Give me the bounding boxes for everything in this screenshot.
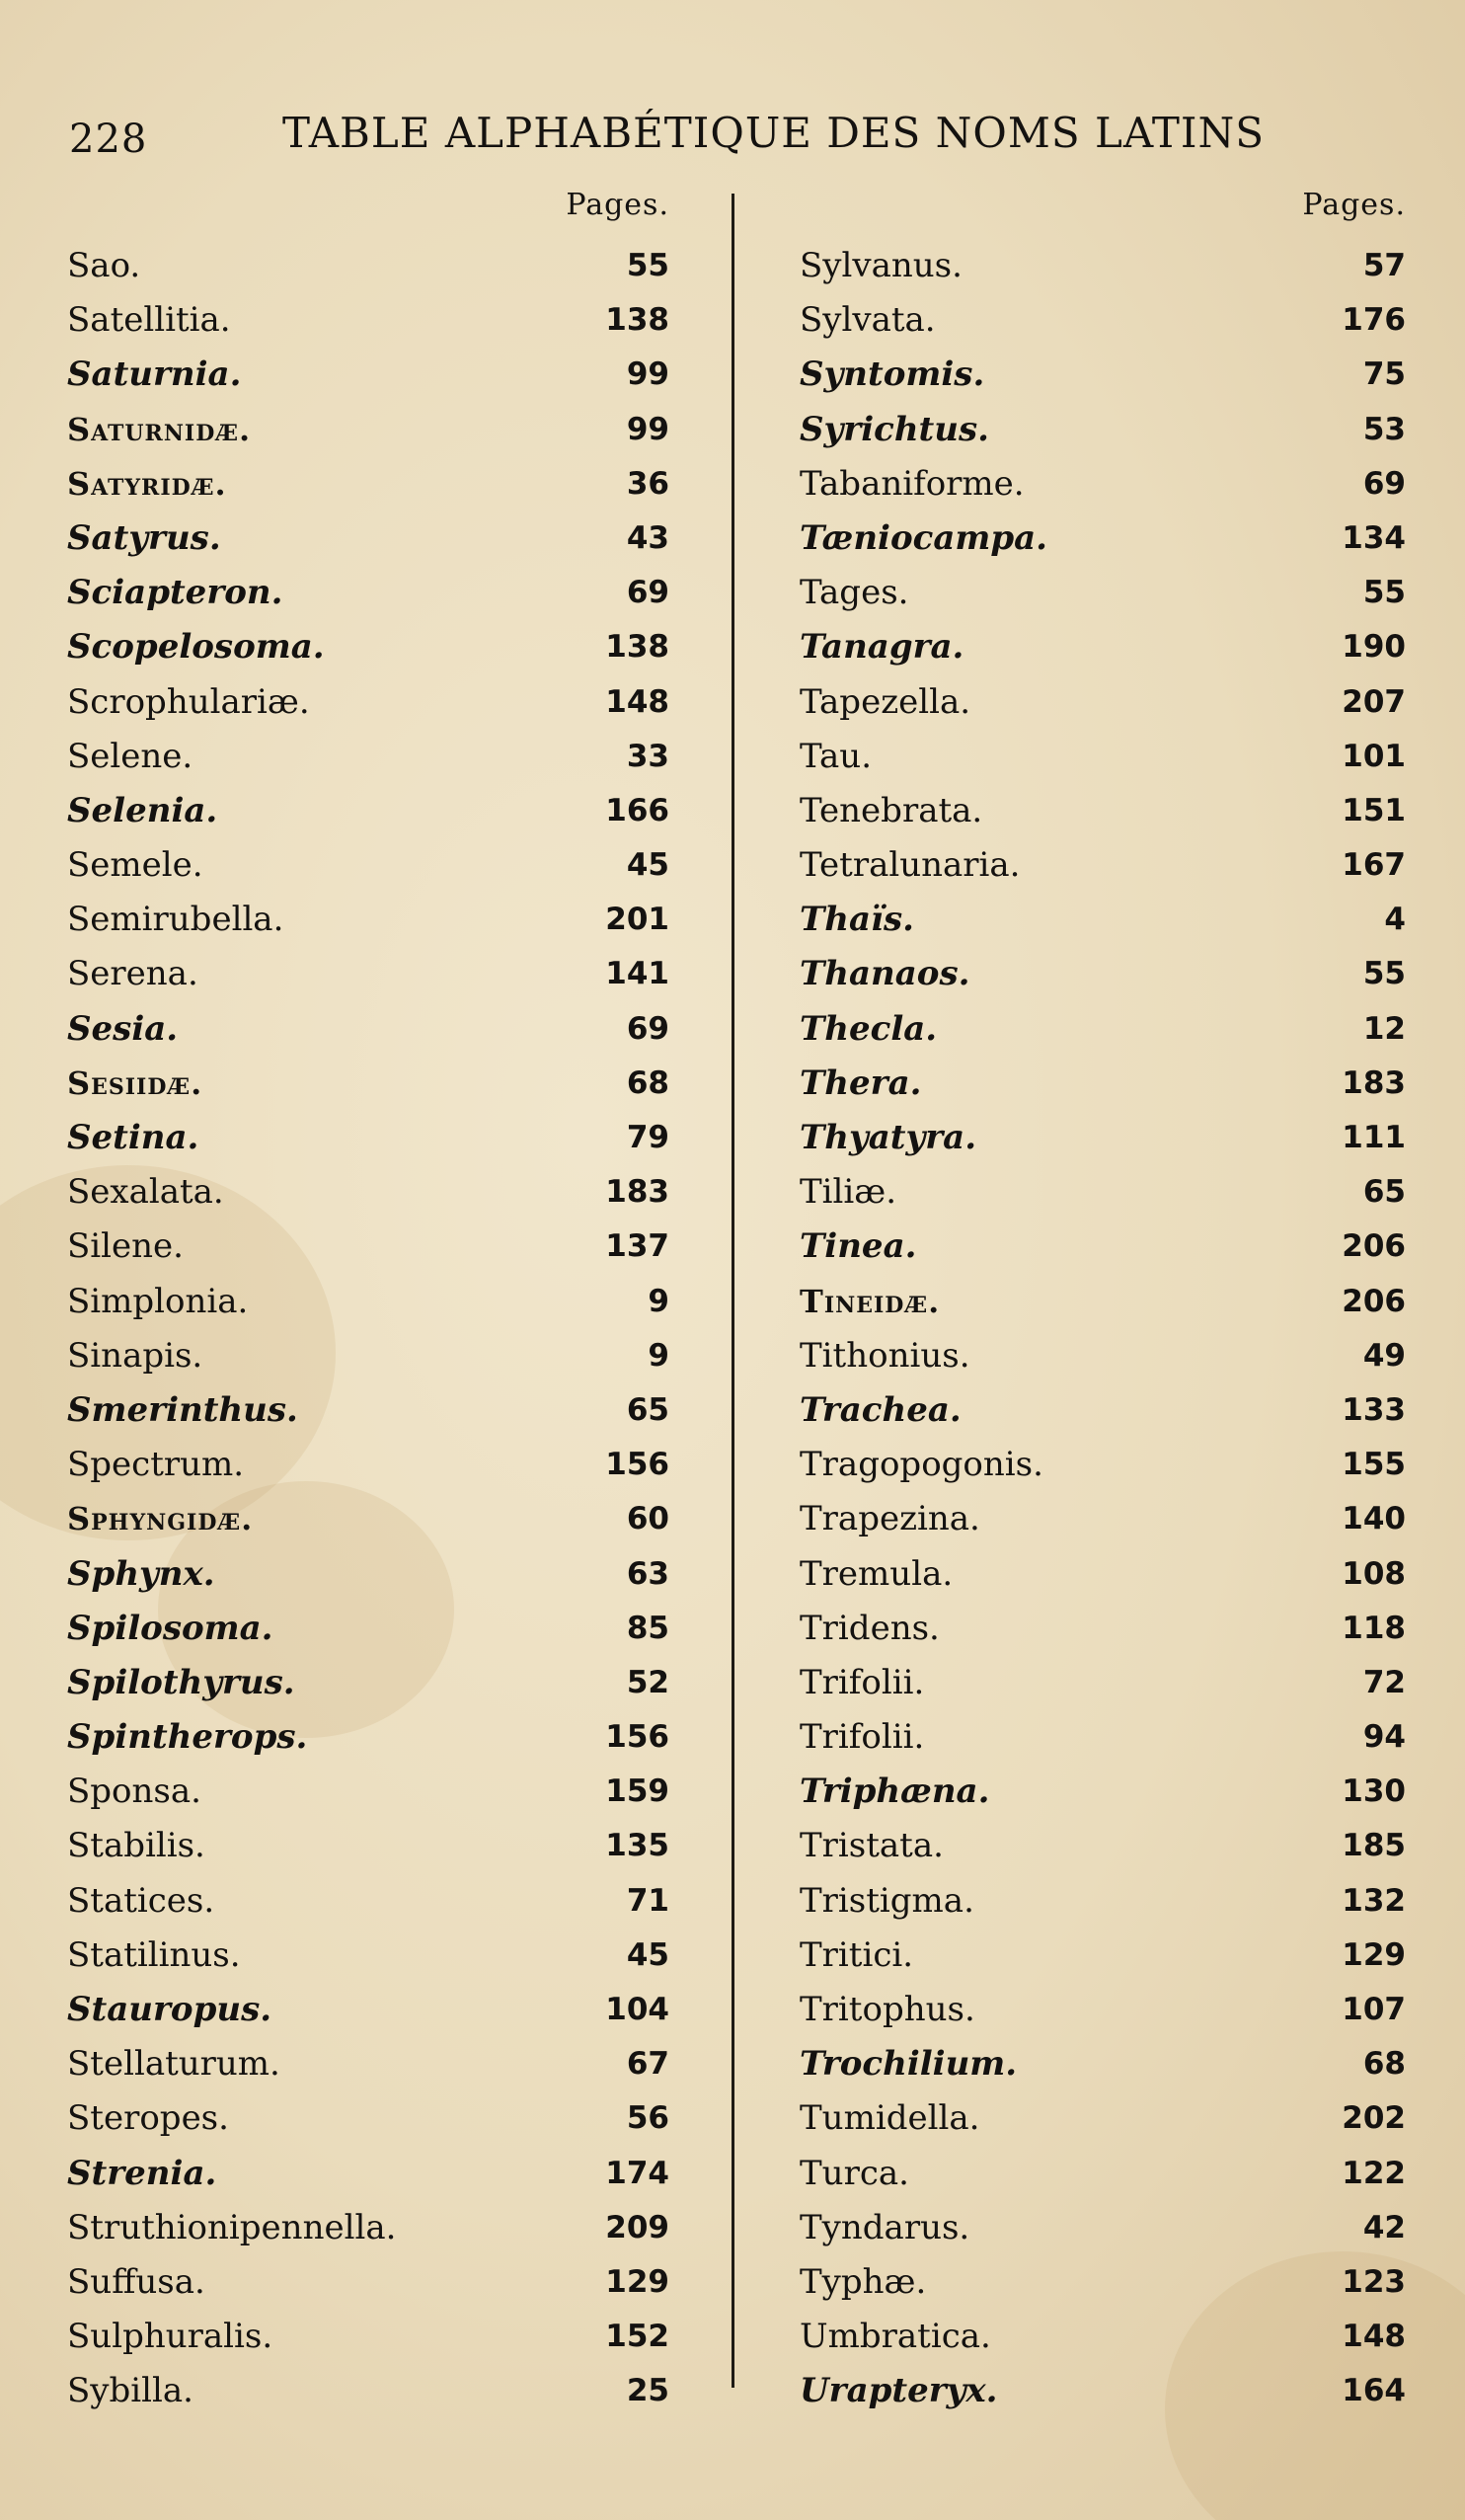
entry-page-number: 79	[626, 1120, 669, 1155]
index-entry	[67, 1383, 669, 1438]
entry-name: Satyridæ.	[67, 464, 227, 503]
entry-page-number: 60	[626, 1501, 669, 1537]
entry-page-number: 45	[626, 1936, 669, 1973]
entry-name: Tiliæ.	[800, 1172, 897, 1213]
entry-name: Tyndarus.	[800, 2207, 970, 2247]
entry-name: Satellitia.	[67, 300, 231, 341]
index-entry	[67, 1220, 669, 1274]
entry-page-number: 68	[1362, 2046, 1406, 2083]
entry-page-number: 56	[626, 2100, 669, 2137]
entry-list	[67, 239, 669, 2419]
index-entry	[67, 566, 669, 620]
index-entry	[800, 2310, 1406, 2364]
entry-name: Satyrus.	[67, 517, 221, 558]
entry-page-number: 9	[648, 1283, 669, 1319]
entry-name: Tragopogonis.	[800, 1445, 1043, 1485]
entry-page-number: 138	[605, 629, 669, 666]
entry-name: Saturnidæ.	[67, 410, 252, 448]
column-divider	[732, 194, 734, 2388]
index-entry	[67, 1329, 669, 1383]
entry-page-number: 63	[626, 1555, 669, 1592]
index-entry	[67, 947, 669, 1001]
entry-name: Serena.	[67, 954, 198, 994]
index-entry	[67, 512, 669, 566]
index-entry	[67, 620, 669, 674]
entry-name: Sulphuralis.	[67, 2317, 273, 2357]
index-entry	[800, 620, 1406, 674]
entry-name: Trachea.	[800, 1389, 962, 1430]
entry-page-number: 85	[626, 1610, 669, 1646]
entry-name: Trifolii.	[800, 1662, 925, 1702]
entry-name: Tithonius.	[800, 1335, 970, 1376]
entry-page-number: 201	[605, 902, 669, 938]
index-entry	[800, 2037, 1406, 2091]
index-entry	[67, 1275, 669, 1329]
index-entry	[67, 1929, 669, 1983]
entry-page-number: 123	[1342, 2263, 1406, 2300]
entry-name: Sphynx.	[67, 1553, 215, 1594]
index-entry	[800, 1929, 1406, 1983]
running-title: TABLE ALPHABÉTIQUE DES NOMS LATINS	[282, 109, 1266, 157]
entry-name: Thera.	[800, 1063, 922, 1103]
entry-name: Tetralunaria.	[800, 845, 1021, 886]
index-entry	[800, 947, 1406, 1001]
entry-page-number: 69	[626, 1010, 669, 1047]
entry-page-number: 118	[1342, 1610, 1406, 1646]
index-entry	[800, 1002, 1406, 1057]
entry-page-number: 164	[1342, 2373, 1406, 2409]
entry-name: Tumidella.	[800, 2098, 980, 2139]
index-entry	[67, 1874, 669, 1929]
entry-name: Typhæ.	[800, 2261, 927, 2302]
index-entry	[67, 838, 669, 893]
entry-page-number: 155	[1342, 1447, 1406, 1483]
entry-page-number: 122	[1342, 2155, 1406, 2191]
index-entry	[67, 893, 669, 947]
index-entry	[67, 1602, 669, 1656]
entry-name: Trifolii.	[800, 1717, 925, 1758]
index-entry	[800, 1057, 1406, 1111]
entry-name: Tristigma.	[800, 1880, 974, 1921]
entry-page-number: 202	[1342, 2100, 1406, 2137]
entry-name: Spintherops.	[67, 1717, 308, 1758]
index-entry	[67, 1656, 669, 1710]
entry-name: Tritophus.	[800, 1990, 975, 2029]
index-entry	[67, 348, 669, 402]
entry-page-number: 132	[1342, 1882, 1406, 1919]
entry-page-number: 4	[1384, 902, 1406, 938]
entry-name: Setina.	[67, 1118, 199, 1157]
entry-page-number: 183	[1342, 1064, 1406, 1101]
entry-page-number: 104	[605, 1992, 669, 2027]
index-entry	[67, 2255, 669, 2310]
entry-page-number: 137	[605, 1228, 669, 1265]
index-entry	[800, 838, 1406, 893]
entry-name: Scopelosoma.	[67, 627, 325, 668]
index-entry	[800, 1165, 1406, 1220]
entry-name: Syrichtus.	[800, 409, 989, 449]
entry-page-number: 65	[1362, 1174, 1406, 1211]
entry-name: Spilosoma.	[67, 1608, 273, 1648]
entry-page-number: 129	[1342, 1936, 1406, 1973]
page-number: 228	[69, 117, 148, 162]
index-entry	[67, 1710, 669, 1765]
entry-page-number: 69	[626, 575, 669, 611]
index-entry	[67, 457, 669, 512]
entry-name: Stellaturum.	[67, 2044, 280, 2085]
entry-name: Tridens.	[800, 1608, 940, 1648]
entry-name: Tineidæ.	[800, 1282, 941, 1320]
index-entry	[800, 1275, 1406, 1329]
entry-page-number: 183	[605, 1174, 669, 1211]
entry-page-number: 9	[648, 1337, 669, 1374]
index-entry	[67, 2091, 669, 2146]
index-entry	[800, 784, 1406, 838]
index-entry	[800, 1819, 1406, 1873]
entry-page-number: 12	[1362, 1010, 1406, 1047]
index-entry	[800, 1656, 1406, 1710]
entry-page-number: 134	[1342, 519, 1406, 556]
index-entry	[800, 1383, 1406, 1438]
index-entry	[67, 2310, 669, 2364]
entry-name: Sesiidæ.	[67, 1063, 203, 1102]
entry-page-number: 55	[626, 248, 669, 283]
index-entry	[67, 1983, 669, 2037]
entry-name: Tinea.	[800, 1226, 917, 1267]
entry-name: Thanaos.	[800, 954, 970, 994]
index-entry	[67, 1819, 669, 1873]
entry-name: Sponsa.	[67, 1772, 201, 1812]
entry-page-number: 75	[1362, 356, 1406, 393]
index-entry	[800, 1983, 1406, 2037]
entry-name: Steropes.	[67, 2098, 229, 2139]
entry-name: Spectrum.	[67, 1445, 245, 1485]
entry-name: Sao.	[67, 246, 141, 285]
index-entry	[67, 2201, 669, 2255]
entry-page-number: 129	[605, 2263, 669, 2300]
entry-name: Umbratica.	[800, 2317, 991, 2357]
entry-name: Sexalata.	[67, 1172, 224, 1213]
entry-page-number: 52	[626, 1664, 669, 1700]
entry-page-number: 167	[1342, 847, 1406, 884]
entry-page-number: 25	[626, 2373, 669, 2409]
entry-page-number: 101	[1342, 738, 1406, 774]
entry-page-number: 130	[1342, 1773, 1406, 1810]
index-entry	[67, 2147, 669, 2201]
index-entry	[800, 1438, 1406, 1492]
index-entry	[67, 403, 669, 457]
entry-name: Selenia.	[67, 790, 218, 830]
entry-page-number: 42	[1362, 2209, 1406, 2245]
entry-name: Sesia.	[67, 1008, 179, 1049]
index-entry	[800, 2364, 1406, 2418]
index-entry	[800, 348, 1406, 402]
index-entry	[67, 1165, 669, 1220]
entry-name: Tau.	[800, 736, 873, 776]
entry-name: Sinapis.	[67, 1335, 203, 1376]
entry-page-number: 55	[1362, 956, 1406, 992]
index-entry	[800, 457, 1406, 512]
entry-name: Statilinus.	[67, 1934, 241, 1975]
entry-page-number: 107	[1342, 1992, 1406, 2027]
index-entry	[800, 1602, 1406, 1656]
index-entry	[67, 1547, 669, 1602]
index-entry	[67, 784, 669, 838]
entry-name: Sybilla.	[67, 2371, 193, 2411]
entry-page-number: 45	[626, 847, 669, 884]
entry-page-number: 55	[1362, 575, 1406, 611]
entry-page-number: 156	[605, 1719, 669, 1756]
entry-page-number: 65	[626, 1391, 669, 1428]
entry-name: Triphæna.	[800, 1772, 990, 1812]
entry-page-number: 207	[1342, 683, 1406, 720]
entry-name: Struthionipennella.	[67, 2207, 397, 2247]
entry-page-number: 190	[1342, 629, 1406, 666]
index-entry	[67, 1111, 669, 1165]
entry-name: Silene.	[67, 1226, 184, 1267]
entry-name: Trochilium.	[800, 2044, 1018, 2085]
entry-name: Tritici.	[800, 1934, 914, 1975]
entry-name: Sylvata.	[800, 300, 936, 341]
entry-page-number: 206	[1342, 1228, 1406, 1265]
entry-page-number: 156	[605, 1447, 669, 1483]
entry-page-number: 151	[1342, 792, 1406, 828]
entry-name: Tanagra.	[800, 627, 964, 668]
index-entry	[67, 239, 669, 293]
entry-page-number: 33	[626, 738, 669, 774]
entry-page-number: 140	[1342, 1501, 1406, 1537]
entry-page-number: 53	[1362, 411, 1406, 447]
entry-page-number: 148	[605, 683, 669, 720]
entry-page-number: 94	[1362, 1719, 1406, 1756]
entry-page-number: 57	[1362, 248, 1406, 283]
index-entry	[800, 512, 1406, 566]
entry-name: Spilothyrus.	[67, 1662, 295, 1702]
index-entry	[800, 1710, 1406, 1765]
entry-page-number: 68	[626, 1064, 669, 1101]
index-entry	[67, 1438, 669, 1492]
index-entry	[800, 293, 1406, 348]
entry-page-number: 99	[626, 356, 669, 393]
entry-name: Trapezina.	[800, 1499, 980, 1539]
entry-name: Semirubella.	[67, 900, 284, 940]
index-entry	[800, 403, 1406, 457]
entry-name: Syntomis.	[800, 354, 985, 395]
entry-name: Tæniocampa.	[800, 517, 1047, 558]
entry-name: Semele.	[67, 845, 203, 886]
index-entry	[67, 2037, 669, 2091]
entry-page-number: 185	[1342, 1828, 1406, 1864]
index-entry	[800, 1329, 1406, 1383]
entry-page-number: 36	[626, 465, 669, 502]
entry-name: Simplonia.	[67, 1281, 249, 1321]
entry-name: Tapezella.	[800, 681, 971, 722]
entry-page-number: 159	[605, 1773, 669, 1810]
index-entry	[800, 730, 1406, 784]
entry-name: Smerinthus.	[67, 1389, 298, 1430]
entry-name: Strenia.	[67, 2153, 217, 2193]
index-entry	[800, 566, 1406, 620]
entry-page-number: 43	[626, 519, 669, 556]
entry-name: Urapteryx.	[800, 2371, 998, 2411]
entry-name: Turca.	[800, 2153, 909, 2193]
entry-name: Statices.	[67, 1880, 215, 1921]
entry-name: Tristata.	[800, 1826, 944, 1866]
index-entry	[800, 1220, 1406, 1274]
index-entry	[800, 2255, 1406, 2310]
entry-list	[800, 239, 1406, 2419]
entry-page-number: 111	[1342, 1120, 1406, 1155]
entry-name: Stauropus.	[67, 1990, 272, 2029]
entry-name: Sciapteron.	[67, 573, 283, 613]
entry-page-number: 176	[1342, 302, 1406, 339]
index-entry	[800, 675, 1406, 730]
entry-page-number: 71	[626, 1882, 669, 1919]
entry-page-number: 72	[1362, 1664, 1406, 1700]
entry-name: Tremula.	[800, 1553, 954, 1594]
entry-page-number: 69	[1362, 465, 1406, 502]
index-entry	[67, 1002, 669, 1057]
entry-page-number: 174	[605, 2155, 669, 2191]
entry-page-number: 141	[605, 956, 669, 992]
entry-name: Sylvanus.	[800, 246, 963, 285]
entry-page-number: 49	[1362, 1337, 1406, 1374]
entry-name: Tabaniforme.	[800, 463, 1025, 504]
entry-page-number: 152	[605, 2319, 669, 2355]
entry-name: Sphyngidæ.	[67, 1500, 254, 1538]
entry-name: Scrophulariæ.	[67, 681, 310, 722]
index-entry	[800, 1874, 1406, 1929]
index-entry	[67, 675, 669, 730]
entry-page-number: 99	[626, 411, 669, 447]
entry-name: Thaïs.	[800, 900, 914, 940]
entry-page-number: 135	[605, 1828, 669, 1864]
index-entry	[800, 2091, 1406, 2146]
entry-name: Saturnia.	[67, 354, 242, 395]
index-entry	[67, 1765, 669, 1819]
index-entry	[800, 1111, 1406, 1165]
entry-page-number: 209	[605, 2209, 669, 2245]
index-entry	[67, 730, 669, 784]
entry-page-number: 133	[1342, 1391, 1406, 1428]
entry-page-number: 166	[605, 792, 669, 828]
entry-name: Tages.	[800, 573, 909, 613]
pages-column-heading: Pages.	[1302, 188, 1406, 222]
index-entry	[67, 1492, 669, 1546]
index-entry	[800, 1765, 1406, 1819]
entry-page-number: 108	[1342, 1555, 1406, 1592]
entry-name: Suffusa.	[67, 2261, 205, 2302]
entry-name: Thyatyra.	[800, 1118, 977, 1157]
entry-name: Thecla.	[800, 1008, 938, 1049]
index-entry	[800, 1547, 1406, 1602]
entry-page-number: 206	[1342, 1283, 1406, 1319]
index-entry	[67, 2364, 669, 2418]
index-entry	[800, 239, 1406, 293]
pages-column-heading: Pages.	[566, 188, 669, 222]
entry-name: Stabilis.	[67, 1826, 205, 1866]
entry-name: Tenebrata.	[800, 790, 983, 830]
entry-page-number: 67	[626, 2046, 669, 2083]
index-entry	[800, 2147, 1406, 2201]
entry-page-number: 138	[605, 302, 669, 339]
index-entry	[800, 893, 1406, 947]
index-entry	[800, 2201, 1406, 2255]
entry-name: Selene.	[67, 736, 193, 776]
entry-page-number: 148	[1342, 2319, 1406, 2355]
index-entry	[67, 1057, 669, 1111]
index-entry	[67, 293, 669, 348]
index-entry	[800, 1492, 1406, 1546]
